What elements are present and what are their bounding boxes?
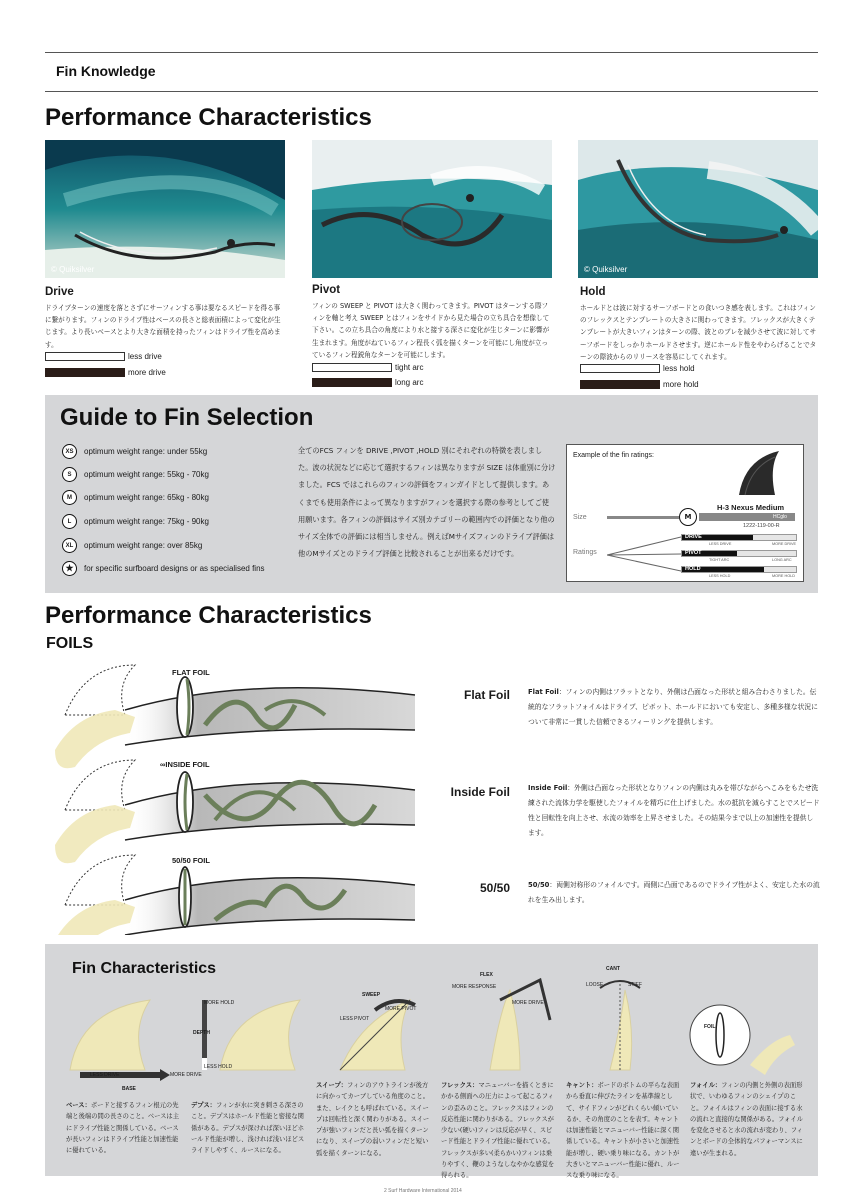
guide-text: 全てのFCS フィンを DRIVE ,PIVOT ,HOLD 別にそれぞれの特徴を表しました。波の状況などに応じて選択するフィンは異なりますが SIZE は体重別に分けました。FCS ではこれらのフィンの評価をフィンガイドとして提供します。あくまでも使用条件によって異なりますがフィンを選択する際の参考としてご使用願います。各フィンの評価はサイズ別カテゴリーの範囲内での評価となり他のサイズ全体での評価には相当しません。例えばMサイズフィンのドライブ評価は他のMサイズとのドライブ評価と比較されることが出来るだけです。 bbox=[298, 446, 556, 559]
example-rating-bar-pivot bbox=[681, 550, 797, 557]
caption-foil-text: フィンの内側と外側の表面形状で、いわゆるフィンのシェイプのこと。フォイルはフィンの表面に接する水の流れと直接的な関係がある。フォイルを変化させると水の流れが変わり、フィンとボードの全体的なパフォーマンスに違いが生まれる。 bbox=[690, 1082, 804, 1157]
hold-less-row bbox=[580, 364, 695, 373]
size-badge-m: M bbox=[62, 490, 77, 505]
fifty-foil-desc bbox=[528, 878, 820, 908]
depth-diagram bbox=[202, 1000, 300, 1070]
example-ratings-label: Ratings bbox=[573, 549, 597, 556]
inside-foil-term: Inside Foil bbox=[528, 784, 568, 792]
label-more-drive-flex: MORE DRIVE bbox=[512, 1000, 544, 1006]
example-rating-more: MORE HOLD bbox=[772, 574, 795, 578]
size-badge-l: L bbox=[62, 514, 77, 529]
example-size-label: Size bbox=[573, 514, 587, 521]
label-depth: DEPTH bbox=[193, 1030, 210, 1036]
size-badge-xs: XS bbox=[62, 444, 77, 459]
hold-title: Hold bbox=[580, 286, 606, 298]
example-connector-lines bbox=[607, 533, 681, 577]
rating-bar-full bbox=[312, 378, 392, 387]
weight-text: optimum weight range: under 55kg bbox=[84, 447, 208, 456]
flat-foil-diagram bbox=[55, 665, 415, 768]
example-size-bar bbox=[607, 516, 679, 519]
label-loose: LOOSE bbox=[586, 982, 604, 988]
weight-row-s bbox=[62, 467, 209, 482]
inside-foil-text: ：外側は凸面なった形状となりフィンの内側は丸みを帯びながらへこみをもたせ洗練された流体力学を駆使したフォイルを精巧に仕上げました。水の抵抗を減らすことでスピード性と回転性を向上させ、水流の効率を上昇させました。その結果今まで以上の加速性を提供します。 bbox=[528, 784, 820, 837]
caption-cant bbox=[566, 1080, 680, 1182]
example-fin-code: 1222-119-00-R bbox=[743, 523, 780, 529]
inside-foil-diagram-label bbox=[160, 760, 210, 769]
example-rating-name: HOLD bbox=[685, 566, 701, 572]
caption-depth-text: フィンが水に突き刺さる深さのこと。デプスはホールド性能と密接な関係がある。デプスが深ければ深いほどホールド性能が増し、浅ければ浅いほどスライドしやすく、ルースになる。 bbox=[191, 1102, 305, 1155]
example-size-badge: M bbox=[679, 508, 697, 526]
hold-more-label: more hold bbox=[663, 380, 699, 389]
caption-base bbox=[66, 1100, 180, 1156]
caption-sweep-term: スイープ： bbox=[316, 1082, 348, 1089]
caption-sweep bbox=[316, 1080, 430, 1159]
drive-text: ドライブターンの速度を落とさずにサーフィンする事は要なるスピードを得る事に繋がります。フィンのドライブ性はベースの長さと総表面積によって変化が生じます。より長いベースとより大きな面積を持ったフィンはドライブ性を高めます。 bbox=[45, 304, 281, 349]
pivot-title: Pivot bbox=[312, 284, 341, 296]
drive-title: Drive bbox=[45, 286, 74, 298]
weight-text: for specific surfboard designs or as specialised fins bbox=[84, 564, 265, 573]
hold-less-label: less hold bbox=[663, 364, 695, 373]
label-less-hold: LESS HOLD bbox=[204, 1064, 233, 1070]
flat-foil-diagram-label: FLAT FOIL bbox=[172, 668, 210, 677]
label-more-response: MORE RESPONSE bbox=[452, 984, 497, 990]
drive-less-label: less drive bbox=[128, 352, 162, 361]
foils-diagram bbox=[45, 655, 435, 935]
weight-row-xs bbox=[62, 444, 207, 459]
size-badge-xl: XL bbox=[62, 538, 77, 553]
example-rating-less: LESS HOLD bbox=[709, 574, 731, 578]
weight-text: optimum weight range: 75kg - 90kg bbox=[84, 517, 209, 526]
weight-text: optimum weight range: 65kg - 80kg bbox=[84, 493, 209, 502]
caption-flex-text: マニューバーを描くときにかかる側面への圧力によって起こるフィンの歪みのこと。フレックスはフィンの反応性能に関わりがある。フレックスが少ない(硬い)フィンは反応が早く、スピード性能とドライブ性能に優れている。フレックスが多い(柔らかい)フィンは乗りやすく、鞭のようなしなやかな感覚を得られる。 bbox=[441, 1082, 555, 1180]
label-sweep: SWEEP bbox=[362, 992, 381, 998]
caption-flex-term: フレックス： bbox=[441, 1082, 479, 1089]
page-title: Performance Characteristics bbox=[45, 104, 372, 131]
fifty-foil-text: ：両側対称形のフォイルです。両側に凸面であるのでドライブ性がよく、安定した水の流れを生み出します。 bbox=[528, 881, 820, 904]
drive-less-row bbox=[45, 352, 162, 361]
example-fin-tag: HCglo bbox=[773, 514, 787, 520]
base-diagram bbox=[70, 1000, 170, 1081]
label-cant: CANT bbox=[606, 966, 620, 972]
caption-depth-term: デプス： bbox=[191, 1102, 216, 1109]
caption-foil-term: フォイル： bbox=[690, 1082, 722, 1089]
label-less-pivot: LESS PIVOT bbox=[340, 1016, 370, 1022]
fifty-foil-term: 50/50 bbox=[528, 881, 550, 889]
caption-cant-term: キャント： bbox=[566, 1082, 598, 1089]
flat-foil-text: ：フィンの内側はフラットとなり、外側は凸面なった形状と組み合わさりました。伝統的なフラットフォイルはドライブ、ピボット、ホールドにおいても安定し、多種多様な状況について非常に一貫した信頼できるフィーリングを提供します。 bbox=[528, 688, 818, 726]
label-stiff: STIFF bbox=[628, 982, 642, 988]
fifty-foil-diagram-label: 50/50 FOIL bbox=[172, 856, 210, 865]
top-rule bbox=[45, 52, 818, 53]
foils-subtitle: FOILS bbox=[46, 635, 94, 652]
flat-foil-term: Flat Foil bbox=[528, 688, 559, 696]
drive-credit: © Quiksilver bbox=[51, 265, 95, 274]
inside-foil-desc bbox=[528, 781, 820, 841]
foils-title: Performance Characteristics bbox=[45, 602, 372, 629]
cant-diagram bbox=[600, 980, 640, 1070]
section-header: Fin Knowledge bbox=[56, 63, 156, 79]
rating-bar-empty bbox=[45, 352, 125, 361]
caption-sweep-text: フィンのアウトラインが後方に向かってカーブしている角度のこと。また、レイクとも呼ばれている。スイープは回転性と深く関わりがある。スイープが強いフィンだと長い弧を描くターンになり、スイープの弱いフィンだと短い弧を描くターンになる。 bbox=[316, 1082, 430, 1157]
label-more-pivot: MORE PIVOT bbox=[385, 1006, 417, 1012]
example-rating-less: TIGHT ARC bbox=[709, 558, 730, 562]
star-badge-icon: ★ bbox=[62, 561, 77, 576]
label-more-drive: MORE DRIVE bbox=[170, 1072, 202, 1078]
pivot-text: フィンの SWEEP と PIVOT は大きく関わってきます。PIVOT はターンする際フィンを軸と考え SWEEP とはフィンをサイドから見た場合の立ち具合を想像して下さい。この立ち具合の角度により水と接する深さに変化が生じターンに影響が生まれます。角度がねているフィン程長く弧を描くターンを可能にし角度が立っているフィン程鋭角なターンを可能にします。 bbox=[312, 302, 550, 359]
example-rating-more: LONG ARC bbox=[772, 558, 792, 562]
rating-example-box bbox=[566, 444, 804, 582]
pivot-more-label: long arc bbox=[395, 378, 424, 387]
pivot-less-label: tight arc bbox=[395, 363, 424, 372]
pivot-less-row bbox=[312, 363, 423, 372]
pivot-photo bbox=[312, 140, 552, 278]
drive-photo bbox=[45, 140, 285, 278]
label-less-drive: LESS DRIVE bbox=[90, 1072, 120, 1078]
example-rating-bar-drive bbox=[681, 534, 797, 541]
hold-credit: © Quiksilver bbox=[584, 265, 628, 274]
rating-bar-full bbox=[45, 368, 125, 377]
label-foil: FOIL bbox=[704, 1024, 716, 1030]
rating-bar-empty bbox=[312, 363, 392, 372]
rating-bar-full bbox=[580, 380, 660, 389]
guide-title: Guide to Fin Selection bbox=[60, 404, 314, 431]
weight-row-l bbox=[62, 514, 209, 529]
pivot-more-row bbox=[312, 378, 423, 387]
example-rating-name: PIVOT bbox=[685, 550, 702, 556]
weight-row-xl bbox=[62, 538, 202, 553]
example-rating-name: DRIVE bbox=[685, 534, 702, 540]
rating-bar-empty bbox=[580, 364, 660, 373]
size-badge-s: S bbox=[62, 467, 77, 482]
weight-row-m bbox=[62, 490, 209, 505]
flat-foil-label: Flat Foil bbox=[464, 688, 510, 702]
label-base: BASE bbox=[122, 1086, 136, 1092]
label-more-hold: MORE HOLD bbox=[204, 1000, 235, 1006]
page-footer: 2 Surf Hardware International 2014 bbox=[384, 1188, 462, 1194]
label-flex: FLEX bbox=[480, 972, 493, 978]
weight-row-special bbox=[62, 561, 265, 576]
inside-foil-diagram bbox=[55, 760, 415, 863]
flat-foil-desc bbox=[528, 685, 820, 730]
inside-foil-diagram-text: INSIDE FOIL bbox=[165, 760, 210, 769]
foil-diagram bbox=[690, 1005, 795, 1075]
caption-foil bbox=[690, 1080, 806, 1159]
example-title: Example of the fin ratings: bbox=[573, 452, 654, 459]
caption-base-term: ベース： bbox=[66, 1102, 91, 1109]
weight-text: optimum weight range: over 85kg bbox=[84, 541, 203, 550]
caption-depth bbox=[191, 1100, 305, 1156]
example-rating-more: MORE DRIVE bbox=[772, 542, 797, 546]
caption-base-text: ボードと接するフィン根元の先端と後端の間の長さのこと。ベースは主にドライブ性能と関係している。ベースが長いフィンはドライブ性能と加速性能に優れている。 bbox=[66, 1102, 180, 1155]
hold-text: ホールドとは波に対するサーフボードとの食いつき感を表します。これはフィンのフレックスとテンプレートの大きさに関わってきます。フレックスが大きくテンプレートが大きいフィンはターンの際、波とのブレを減少させて波に対してサーフボードをしっかりホールドさせます。逆にホールド性をやわらげることでターンの際波からのリリースを容易にしてくれます。 bbox=[580, 304, 817, 361]
example-rating-bar-hold bbox=[681, 566, 797, 573]
inside-foil-label: Inside Foil bbox=[450, 785, 510, 799]
caption-cant-text: ボードのボトムの平らな表面から垂直に伸びたラインを基準線として、サイドフィンがどれくらい傾いているか、その角度のことを表す。キャントは加速性能とマニューバー性能に深く関係している。キャントが小さいと加速性能が増し、硬い乗り味になる。カントが大きいとマニューバー性能に優れ、ルースな乗り味になる。 bbox=[566, 1082, 680, 1180]
flex-diagram bbox=[490, 980, 550, 1070]
drive-more-row bbox=[45, 368, 166, 377]
infinity-icon: ∞ bbox=[160, 760, 166, 769]
drive-more-label: more drive bbox=[128, 368, 166, 377]
header-rule bbox=[45, 91, 818, 92]
fin-characteristics-title: Fin Characteristics bbox=[72, 960, 217, 977]
fifty-foil-label: 50/50 bbox=[479, 881, 510, 895]
weight-text: optimum weight range: 55kg - 70kg bbox=[84, 470, 209, 479]
example-fin-name: H-3 Nexus Medium bbox=[717, 503, 785, 512]
caption-flex bbox=[441, 1080, 555, 1182]
example-fin-icon bbox=[735, 449, 795, 497]
hold-photo bbox=[578, 140, 818, 278]
hold-more-row bbox=[580, 380, 699, 389]
fifty-fifty-foil-diagram bbox=[55, 855, 415, 935]
example-rating-less: LESS DRIVE bbox=[709, 542, 732, 546]
